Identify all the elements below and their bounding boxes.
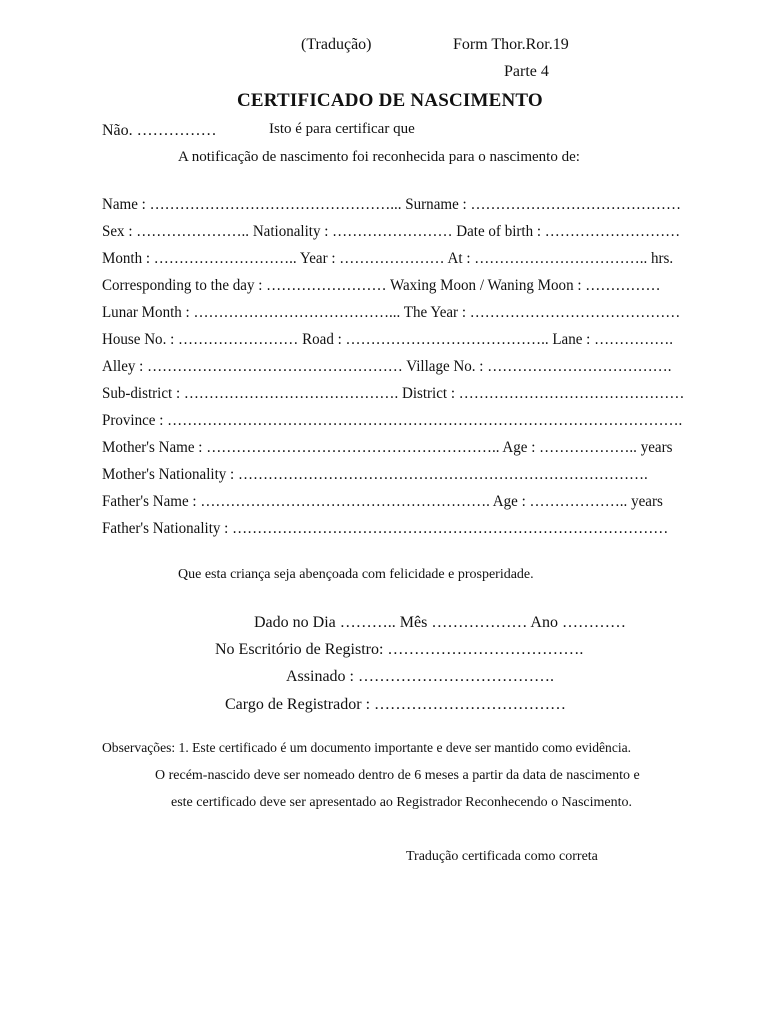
signed-line: Assinado : ………………………………. [286, 668, 554, 685]
field-line-address [102, 332, 710, 348]
notes-line-text: Observações: 1. Este certificado é um documento importante e deve ser mantido como evidência. [102, 741, 632, 756]
certify-text: Isto é para certificar que [269, 121, 415, 137]
notes-line-3: este certificado deve ser apresentado ao Registrador Reconhecendo o Nascimento. [171, 795, 633, 810]
document-title: CERTIFICADO DE NASCIMENTO [237, 90, 543, 111]
field-line-text: Sex : ………………….. Nationality : …………………… Date of birth : ……………………… [102, 223, 681, 240]
field-line-text: Corresponding to the day : …………………… Waxing Moon / Waning Moon : …………… [102, 277, 661, 294]
field-line-text: Lunar Month : …………………………………... The Year : …………………………………… [102, 304, 681, 321]
field-line-name [102, 197, 718, 213]
field-line-text: Mother's Nationality : ………………………………………………………………………. [102, 466, 648, 483]
notes-line-2: O recém-nascido deve ser nomeado dentro de 6 meses a partir da data de nascimento e [155, 768, 640, 783]
field-line-text: Father's Name : …………………………………………………. Age : ……………….. years [102, 493, 663, 510]
field-line-district [102, 386, 722, 402]
issue-date-line: Dado no Dia ……….. Mês ……………… Ano ………… [254, 614, 626, 631]
notes-line-1 [102, 742, 647, 756]
certified-translation-text: Tradução certificada como correta [406, 849, 598, 864]
field-line-text: Mother's Name : ………………………………………………….. Age : ……………….. years [102, 439, 673, 456]
form-code: Form Thor.Ror.19 [453, 36, 569, 53]
field-line-day [102, 278, 696, 294]
field-line-alley [102, 359, 708, 375]
field-line-father-nationality [102, 521, 704, 537]
blessing-text: Que esta criança seja abençoada com felicidade e prosperidade. [178, 567, 534, 582]
field-line-text: Sub-district : ……………………………………. District : ……………………………………… [102, 385, 685, 402]
registrar-position-line: Cargo de Registrador : ……………………………… [225, 696, 567, 713]
field-line-text: Alley : …………………………………………… Village No. : ………………………………. [102, 358, 672, 375]
field-line-text: Month : ……………………….. Year : ………………… At : …………………………….. hrs. [102, 250, 674, 267]
field-line-text: Name : …………………………………………... Surname : …………………………………… [102, 196, 682, 213]
registration-office-line: No Escritório de Registro: ………………………………. [215, 641, 584, 658]
translation-note: (Tradução) [301, 36, 372, 53]
field-line-text: House No. : …………………… Road : ………………………………….. Lane : ……………. [102, 331, 674, 348]
field-line-mother-nationality [102, 467, 683, 483]
field-line-month [102, 251, 710, 267]
field-line-mother-name [102, 440, 709, 456]
field-line-lunar-month [102, 305, 717, 321]
field-line-text: Father's Nationality : …………………………………………………………………………… [102, 520, 669, 537]
certificate-number-label: Não. …………… [102, 122, 217, 139]
field-line-text: Province : …………………………………………………………………………………………. [102, 412, 683, 429]
field-line-father-name [102, 494, 699, 510]
field-line-province [102, 413, 719, 429]
part-number: Parte 4 [504, 63, 549, 80]
field-line-sex [102, 224, 717, 240]
notification-text: A notificação de nascimento foi reconhecida para o nascimento de: [178, 149, 580, 165]
